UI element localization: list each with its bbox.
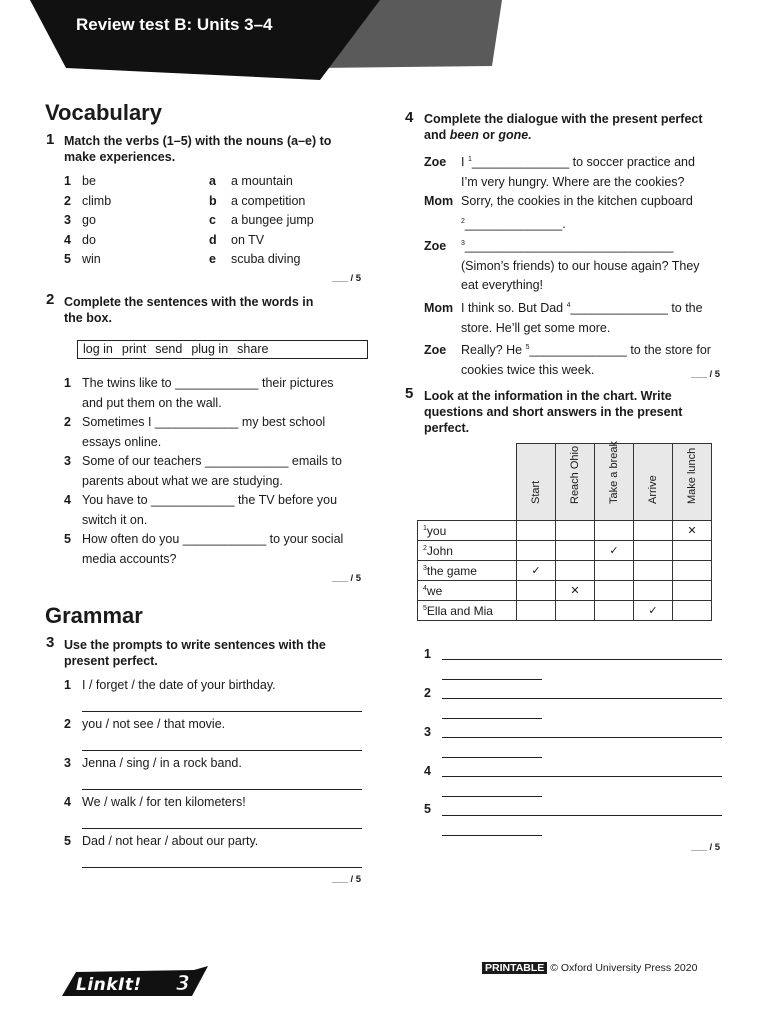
footer-credit: [482, 962, 697, 974]
answer-line[interactable]: [82, 828, 362, 829]
logo-lettering: LinkIt!: [76, 975, 142, 995]
vocabulary-heading: Vocabulary: [45, 100, 162, 125]
answer-line[interactable]: [442, 737, 722, 738]
answer-line[interactable]: [442, 659, 722, 660]
answer-line[interactable]: [82, 711, 362, 712]
question-1-instruction: Match the verbs (1–5) with the nouns (a–e) to make experiences.: [64, 134, 332, 164]
grammar-heading: Grammar: [45, 603, 143, 628]
question-3-number: 3: [46, 634, 55, 651]
dialogue: Zoe I $^1$______________ to soccer practice and I’m very hungry. Where are the cookies? Mom Sorry, the cookies in the kitchen cupboard $^2$______________. Zoe $^3$______________________________ (Simon’s friends) to our house again? They eat everything! Mom I think so. But Dad $^4$______________ to the store. He’ll get some more. Zoe Really? He $^5$______________ to the store for cookies twice this week.: [424, 150, 734, 380]
dialogue-line: Zoe Really? He $^5$______________ to the store for: [424, 343, 711, 358]
score-q1: ___ / 5: [332, 273, 362, 284]
svg-text:3: 3: [176, 971, 190, 995]
answer-number: 3: [424, 725, 431, 739]
score-q2: ___ / 5: [332, 573, 362, 584]
answer-line[interactable]: [442, 835, 542, 836]
score-q5: ___ / 5: [691, 842, 721, 853]
sentence-item: 1 The twins like to ____________ their pictures: [64, 376, 334, 390]
table-row: $^1$you ✕: [418, 521, 712, 541]
answer-line[interactable]: [442, 718, 542, 719]
prompt-item: 5 Dad / not hear / about our party.: [64, 834, 259, 848]
q2-items: 1 The twins like to ____________ their pictures and put them on the wall. 2 Sometimes I ____________ my best school essays online. 3 Some of our teachers ____________ emails to parents about what we are studying. 4 You have to ____________ the TV before you switch it on. 5 How often do you ____________ to your social media accounts?: [64, 374, 364, 569]
sentence-item: 5 How often do you ____________ to your social: [64, 532, 344, 546]
verb-item: 1 be: [64, 174, 96, 188]
answer-number: 5: [424, 802, 431, 816]
answer-number: 1: [424, 647, 431, 661]
table-row: $^3$the game ✓: [418, 561, 712, 581]
column-header: Take a break: [595, 444, 634, 521]
verb-item: 2 climb: [64, 193, 112, 208]
link-it-logo: [62, 966, 212, 998]
prompt-item: 1 I / forget / the date of your birthday.: [64, 678, 276, 692]
answer-line[interactable]: [442, 796, 542, 797]
answer-line[interactable]: [442, 776, 722, 777]
question-4-instruction: Complete the dialogue with the present perfect and been or gone.: [424, 112, 703, 142]
copyright-text: © Oxford University Press 2020: [550, 962, 698, 974]
verb-list: [64, 172, 111, 270]
sentence-item: 2 Sometimes I ____________ my best school: [64, 415, 326, 429]
column-header: Start: [517, 444, 556, 521]
table-row: $^4$we ✕: [418, 581, 712, 601]
table-row: $^2$John ✓: [418, 541, 712, 561]
dialogue-line: Mom I think so. But Dad $^4$______________ to the: [424, 301, 703, 316]
noun-list: [209, 172, 314, 270]
answer-line[interactable]: [82, 750, 362, 751]
verb-item: 5 win: [64, 252, 101, 266]
dialogue-line: Zoe $^3$______________________________: [424, 239, 674, 254]
noun-item: a a mountain: [209, 174, 293, 188]
column-header: Make lunch: [673, 444, 712, 521]
prompt-item: 4 We / walk / for ten kilometers!: [64, 795, 246, 809]
printable-badge: PRINTABLE: [482, 962, 547, 974]
answer-line[interactable]: [442, 815, 722, 816]
page-title: Review test B: Units 3–4: [76, 15, 273, 34]
answer-line[interactable]: [442, 698, 722, 699]
dialogue-line: Zoe I $^1$______________ to soccer practice and: [424, 155, 695, 170]
question-2-number: 2: [46, 291, 55, 308]
verb-item: 3 go: [64, 213, 96, 227]
score-q3: ___ / 5: [332, 874, 362, 885]
noun-item: e scuba diving: [209, 252, 301, 266]
answer-line[interactable]: [82, 867, 362, 868]
noun-item: b a competition: [209, 193, 306, 208]
info-chart: [417, 443, 712, 621]
answer-line[interactable]: [442, 679, 542, 680]
header-banner: [0, 0, 520, 82]
question-2-instruction: Complete the sentences with the words in the box.: [64, 295, 314, 325]
verb-item: 4 do: [64, 232, 96, 247]
prompt-item: 2 you / not see / that movie.: [64, 717, 226, 731]
sentence-item: 4 You have to ____________ the TV before you: [64, 493, 338, 507]
answer-number: 2: [424, 686, 431, 700]
question-5-instruction: Look at the information in the chart. Write questions and short answers in the present perfect.: [424, 389, 683, 435]
column-header: Arrive: [634, 444, 673, 521]
sentence-item: 3 Some of our teachers ____________ emails to: [64, 454, 342, 468]
question-5-number: 5: [405, 385, 414, 402]
answer-line[interactable]: [82, 789, 362, 790]
table-row: $^5$Ella and Mia ✓: [418, 601, 712, 621]
answer-line[interactable]: [442, 757, 542, 758]
score-q4: ___ / 5: [691, 369, 721, 380]
answer-number: 4: [424, 764, 431, 778]
prompt-item: 3 Jenna / sing / in a rock band.: [64, 756, 242, 770]
noun-item: d on TV: [209, 232, 265, 247]
column-header: Reach Ohio: [556, 444, 595, 521]
word-box: log in print send plug in share: [77, 340, 368, 359]
noun-item: c a bungee jump: [209, 213, 314, 227]
question-1-number: 1: [46, 131, 55, 148]
dialogue-line: Mom Sorry, the cookies in the kitchen cupboard: [424, 194, 693, 209]
question-4-number: 4: [405, 109, 414, 126]
question-3-instruction: Use the prompts to write sentences with the present perfect.: [64, 638, 326, 668]
